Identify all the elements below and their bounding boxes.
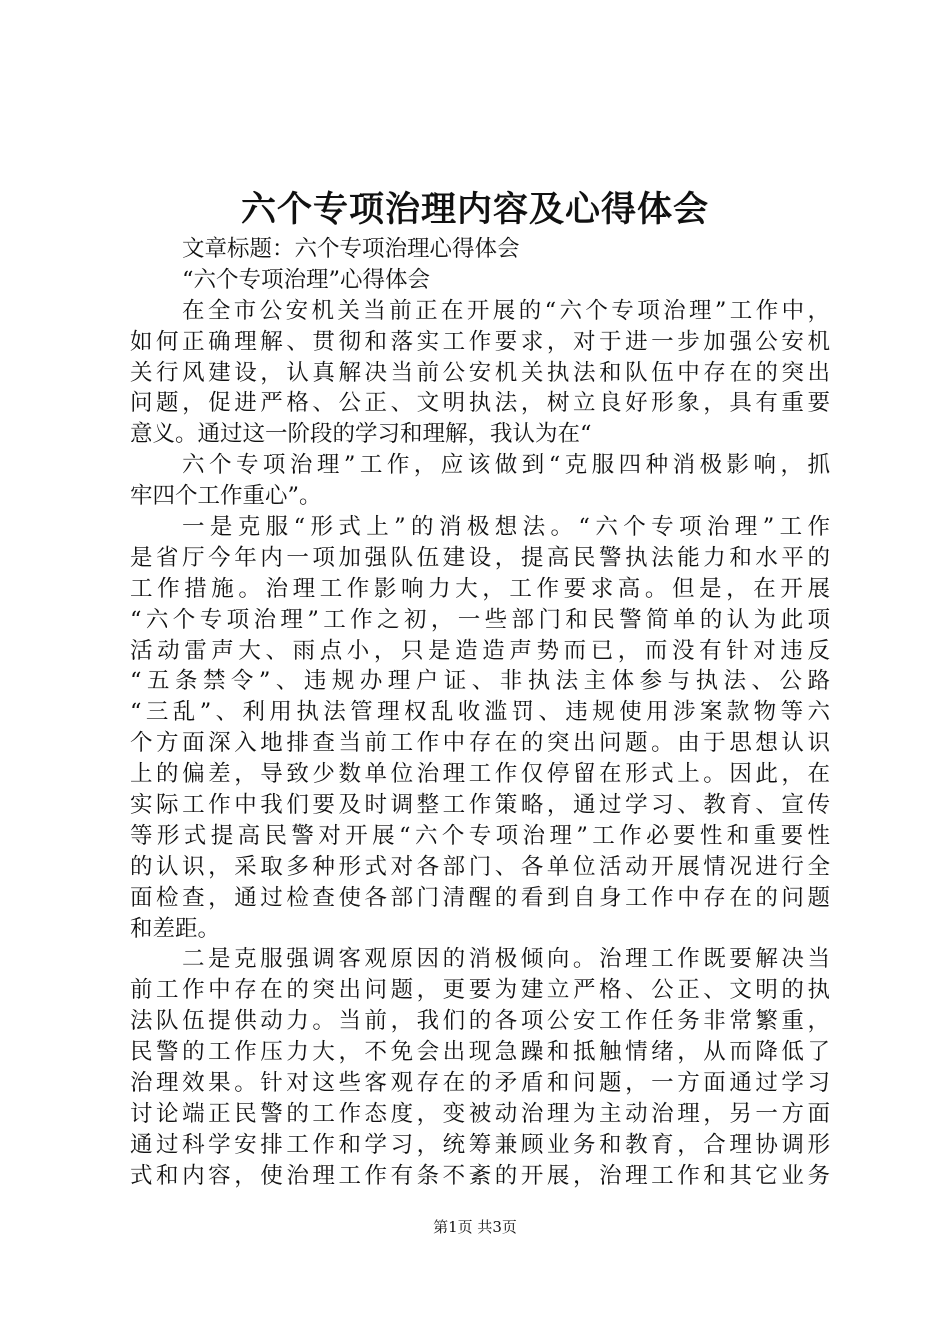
text-line: 民警的工作压力大，不免会出现急躁和抵触情绪，从而降低了 [130,1039,830,1066]
text-line: 是省厅今年内一项加强队伍建设，提高民警执法能力和水平的 [130,544,830,571]
text-line: 上的偏差，导致少数单位治理工作仅停留在形式上。因此，在 [130,761,830,788]
text-line: 一是克服“形式上”的消极想法。“六个专项治理”工作 [182,514,830,541]
text-line: “五条禁令”、违规办理户证、非执法主体参与执法、公路 [130,668,830,695]
text-line: 式和内容，使治理工作有条不紊的开展，治理工作和其它业务 [130,1162,830,1189]
text-line: 文章标题：六个专项治理心得体会 [182,236,520,262]
text-line: 的认识，采取多种形式对各部门、各单位活动开展情况进行全 [130,853,830,880]
text-line: 二是克服强调客观原因的消极倾向。治理工作既要解决当 [182,946,830,973]
text-line: 治理效果。针对这些客观存在的矛盾和问题，一方面通过学习 [130,1070,830,1097]
text-line: 问题，促进严格、公正、文明执法，树立良好形象，具有重要 [130,390,830,417]
text-line: 活动雷声大、雨点小，只是造造声势而已，而没有针对违反 [130,637,830,664]
text-line: 工作措施。治理工作影响力大，工作要求高。但是，在开展 [130,575,830,602]
text-line: 和差距。 [130,915,221,942]
text-line: “三乱”、利用执法管理权乱收滥罚、违规使用涉案款物等六 [130,699,830,726]
document-body [130,234,830,1192]
text-line: 讨论端正民警的工作态度，变被动治理为主动治理，另一方面 [130,1100,830,1127]
text-line: 前工作中存在的突出问题，更要为建立严格、公正、文明的执 [130,977,830,1004]
text-line: “六个专项治理”工作之初，一些部门和民警简单的认为此项 [130,606,830,633]
text-line: 个方面深入地排查当前工作中存在的突出问题。由于思想认识 [130,730,830,757]
text-line: 通过科学安排工作和学习，统筹兼顾业务和教育，合理协调形 [130,1131,830,1158]
text-line: 面检查，通过检查使各部门清醒的看到自身工作中存在的问题 [130,884,830,911]
text-line: 六个专项治理”工作，应该做到“克服四种消极影响，抓 [182,452,830,479]
document-title: 六个专项治理内容及心得体会 [240,189,709,230]
text-line: 法队伍提供动力。当前，我们的各项公安工作任务非常繁重， [130,1008,830,1035]
text-line: 如何正确理解、贯彻和落实工作要求，对于进一步加强公安机 [130,328,830,355]
text-line: 在全市公安机关当前正在开展的“六个专项治理”工作中， [182,297,830,324]
text-line: 牢四个工作重心”。 [130,483,322,510]
text-line: 关行风建设，认真解决当前公安机关执法和队伍中存在的突出 [130,359,830,386]
text-line: 意义。通过这一阶段的学习和理解，我认为在“ [130,421,592,448]
text-line: 实际工作中我们要及时调整工作策略，通过学习、教育、宣传 [130,792,830,819]
text-line: 等形式提高民警对开展“六个专项治理”工作必要性和重要性 [130,822,830,849]
page-footer: 第1页 共3页 [433,1218,517,1236]
text-line: “六个专项治理”心得体会 [182,266,431,293]
